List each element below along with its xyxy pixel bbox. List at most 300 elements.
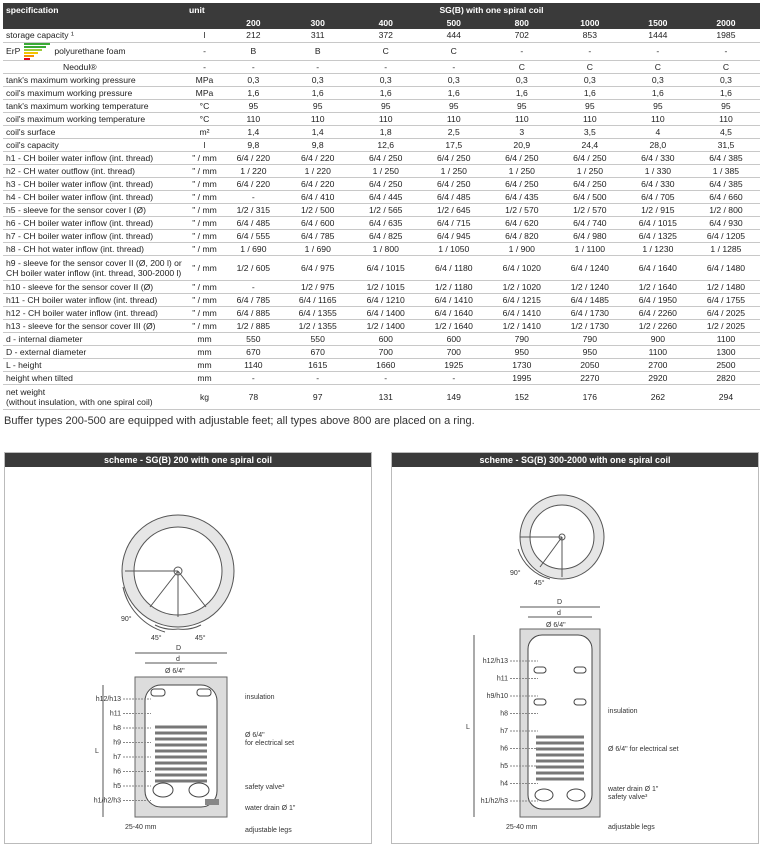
row-value: 1,4 <box>284 125 352 138</box>
row-value: 6/4 / 1410 <box>488 306 556 319</box>
table-row <box>3 29 760 42</box>
table-row <box>3 242 760 255</box>
row-value: 1/2 / 885 <box>223 319 284 332</box>
row-unit: m² <box>186 125 223 138</box>
row-value: 6/4 / 330 <box>624 177 692 190</box>
row-value: 9,8 <box>223 138 284 151</box>
row-value: 444 <box>420 29 488 42</box>
row-value: 1,6 <box>692 86 760 99</box>
row-value: 6/4 / 250 <box>420 151 488 164</box>
row-value: - <box>692 42 760 60</box>
row-value: 6/4 / 250 <box>556 177 624 190</box>
erp-label: ErP <box>6 46 21 56</box>
row-value: - <box>223 60 284 73</box>
row-value: 1/2 / 1410 <box>488 319 556 332</box>
row-unit: " / mm <box>186 319 223 332</box>
row-value: 1 / 385 <box>692 164 760 177</box>
row-value: 4 <box>624 125 692 138</box>
height-label: h9 <box>113 739 121 747</box>
row-value: - <box>223 190 284 203</box>
row-value: 31,5 <box>692 138 760 151</box>
row-value: 95 <box>284 99 352 112</box>
dim-d: d <box>176 656 180 663</box>
row-value: 1 / 1100 <box>556 242 624 255</box>
row-value: 110 <box>556 112 624 125</box>
row-value: 6/4 / 250 <box>420 177 488 190</box>
angle-90: 90° <box>121 616 132 623</box>
row-label: h7 - CH boiler water inflow (int. thread) <box>3 229 186 242</box>
row-unit: l <box>186 29 223 42</box>
row-value: 1/2 / 1020 <box>488 280 556 293</box>
row-value: 853 <box>556 29 624 42</box>
row-value: 28,0 <box>624 138 692 151</box>
row-label <box>3 255 186 280</box>
row-value: 110 <box>488 112 556 125</box>
row-value: 20,9 <box>488 138 556 151</box>
row-unit: - <box>186 42 223 60</box>
row-value: 6/4 / 1640 <box>624 255 692 280</box>
row-value: 1/2 / 1730 <box>556 319 624 332</box>
row-unit: " / mm <box>186 203 223 216</box>
row-label: coil's capacity <box>3 138 186 151</box>
row-value: 1995 <box>488 371 556 384</box>
table-row <box>3 371 760 384</box>
row-unit: " / mm <box>186 177 223 190</box>
row-value: 1/2 / 1240 <box>556 280 624 293</box>
row-value: 0,3 <box>420 73 488 86</box>
height-label: h4 <box>500 780 508 788</box>
height-label: h7 <box>113 754 121 761</box>
row-value: 110 <box>420 112 488 125</box>
row-value: 1,6 <box>284 86 352 99</box>
angle-45a: 45° <box>151 635 162 642</box>
row-value: 6/4 / 1950 <box>624 293 692 306</box>
row-value: 1/2 / 565 <box>352 203 420 216</box>
row-value: 700 <box>352 345 420 358</box>
row-value: 1,8 <box>352 125 420 138</box>
label-drain-right: water drain Ø 1" <box>608 786 659 793</box>
row-label: h13 - sleeve for the sensor cover III (Ø) <box>3 319 186 332</box>
row-unit: mm <box>186 371 223 384</box>
model-header: 200 <box>223 17 284 29</box>
row-value: 600 <box>352 332 420 345</box>
row-value: - <box>284 371 352 384</box>
row-label: height when tilted <box>3 371 186 384</box>
row-unit: °C <box>186 99 223 112</box>
row-value: 1300 <box>692 345 760 358</box>
row-value: 1 / 250 <box>420 164 488 177</box>
row-value: 1 / 1285 <box>692 242 760 255</box>
row-value: 97 <box>284 384 352 409</box>
label-elec-right: Ø 6/4" for electrical set <box>608 746 679 753</box>
row-value: 1925 <box>420 358 488 371</box>
row-value: 6/4 / 1485 <box>556 293 624 306</box>
height-label: h6 <box>500 745 508 753</box>
row-value: 550 <box>284 332 352 345</box>
row-value: 1730 <box>488 358 556 371</box>
row-value: 6/4 / 250 <box>556 151 624 164</box>
row-value: 6/4 / 220 <box>284 177 352 190</box>
row-value: 2500 <box>692 358 760 371</box>
row-label: h2 - CH water outflow (int. thread) <box>3 164 186 177</box>
row-label <box>3 42 186 60</box>
row-unit: kg <box>186 384 223 409</box>
row-value: 1 / 690 <box>223 242 284 255</box>
row-value: 6/4 / 930 <box>692 216 760 229</box>
row-value: 6/4 / 485 <box>420 190 488 203</box>
row-label-line1: net weight <box>6 386 46 397</box>
dim-d-right: d <box>557 610 561 617</box>
row-value: 6/4 / 660 <box>692 190 760 203</box>
row-value: 6/4 / 445 <box>352 190 420 203</box>
table-row <box>3 73 760 86</box>
height-label: h6 <box>113 768 121 776</box>
row-value: 550 <box>223 332 284 345</box>
row-unit: " / mm <box>186 164 223 177</box>
row-value: 6/4 / 705 <box>624 190 692 203</box>
row-value: 700 <box>420 345 488 358</box>
row-value: 6/4 / 250 <box>352 151 420 164</box>
row-value: 6/4 / 715 <box>420 216 488 229</box>
row-value: 1,6 <box>624 86 692 99</box>
row-value: 6/4 / 220 <box>284 151 352 164</box>
row-value: 1 / 250 <box>488 164 556 177</box>
row-unit: " / mm <box>186 229 223 242</box>
height-label: h12/h13 <box>482 658 508 665</box>
row-value: 1140 <box>223 358 284 371</box>
spec-body <box>3 29 760 409</box>
row-value: 790 <box>488 332 556 345</box>
row-value: 110 <box>692 112 760 125</box>
dim-D-right: D <box>557 599 563 606</box>
row-value: 6/4 / 980 <box>556 229 624 242</box>
row-value: 1660 <box>352 358 420 371</box>
row-value: 3 <box>488 125 556 138</box>
row-value: 6/4 / 785 <box>284 229 352 242</box>
row-value: 311 <box>284 29 352 42</box>
row-value: 6/4 / 2025 <box>692 306 760 319</box>
model-header: 400 <box>352 17 420 29</box>
row-value: 1/2 / 915 <box>624 203 692 216</box>
row-value: 0,3 <box>284 73 352 86</box>
row-label: d - internal diameter <box>3 332 186 345</box>
row-label: coil's maximum working pressure <box>3 86 186 99</box>
row-value: 1 / 250 <box>352 164 420 177</box>
row-value: 95 <box>624 99 692 112</box>
label-drain: water drain Ø 1" <box>245 805 296 812</box>
row-value: 3,5 <box>556 125 624 138</box>
table-row <box>3 42 760 60</box>
row-value: 110 <box>624 112 692 125</box>
row-value: C <box>692 60 760 73</box>
row-value: B <box>223 42 284 60</box>
row-value: 1/2 / 570 <box>556 203 624 216</box>
table-row <box>3 125 760 138</box>
row-value: 1 / 1230 <box>624 242 692 255</box>
row-unit: " / mm <box>186 293 223 306</box>
row-value: 262 <box>624 384 692 409</box>
row-value: 6/4 / 1640 <box>420 306 488 319</box>
row-label-line2: (without insulation, with one spiral coil) <box>6 396 153 407</box>
row-value: 1/2 / 605 <box>223 255 284 280</box>
row-value: 1/2 / 500 <box>284 203 352 216</box>
row-value: 6/4 / 220 <box>223 151 284 164</box>
row-value: 1/2 / 2025 <box>692 319 760 332</box>
row-value: - <box>556 42 624 60</box>
row-value: 1,6 <box>223 86 284 99</box>
row-value: - <box>488 42 556 60</box>
row-value: C <box>420 42 488 60</box>
row-value: 131 <box>352 384 420 409</box>
label-elec1: Ø 6/4" <box>245 732 265 739</box>
height-label: h11 <box>109 710 121 718</box>
model-header-row <box>3 17 760 29</box>
row-value: 6/4 / 485 <box>223 216 284 229</box>
table-row <box>3 280 760 293</box>
table-row <box>3 319 760 332</box>
row-value: 1/2 / 570 <box>488 203 556 216</box>
row-value: 1985 <box>692 29 760 42</box>
row-value: 1/2 / 645 <box>420 203 488 216</box>
row-value: 78 <box>223 384 284 409</box>
label-insulation-right: insulation <box>608 708 638 715</box>
row-value: 1/2 / 800 <box>692 203 760 216</box>
row-value: C <box>352 42 420 60</box>
model-header: 2000 <box>692 17 760 29</box>
table-row <box>3 255 760 280</box>
row-value: 0,3 <box>556 73 624 86</box>
row-unit: l <box>186 138 223 151</box>
row-value: 95 <box>488 99 556 112</box>
row-label: h5 - sleeve for the sensor cover I (Ø) <box>3 203 186 216</box>
label-feet: 25-40 mm <box>125 824 157 831</box>
row-unit: " / mm <box>186 306 223 319</box>
row-label: coil's maximum working temperature <box>3 112 186 125</box>
row-value: 1 / 800 <box>352 242 420 255</box>
row-value: 950 <box>556 345 624 358</box>
row-value: 1/2 / 1355 <box>284 319 352 332</box>
table-row <box>3 86 760 99</box>
row-value: 6/4 / 1180 <box>420 255 488 280</box>
row-value: 6/4 / 250 <box>488 151 556 164</box>
row-label: D - external diameter <box>3 345 186 358</box>
height-label: h8 <box>113 725 121 732</box>
row-value: 95 <box>352 99 420 112</box>
label-elec2: for electrical set <box>245 740 295 747</box>
scheme-right-title: scheme - SG(B) 300-2000 with one spiral coil <box>392 453 758 467</box>
table-row <box>3 293 760 306</box>
row-value: - <box>624 42 692 60</box>
row-value: 1 / 220 <box>223 164 284 177</box>
row-value: 0,3 <box>488 73 556 86</box>
row-value: 6/4 / 1400 <box>352 306 420 319</box>
height-label: h11 <box>496 675 508 683</box>
row-value: 2920 <box>624 371 692 384</box>
row-value: 1 / 1050 <box>420 242 488 255</box>
row-value: 670 <box>223 345 284 358</box>
row-value: 17,5 <box>420 138 488 151</box>
row-value: 6/4 / 1240 <box>556 255 624 280</box>
row-value: - <box>284 60 352 73</box>
row-value: 6/4 / 385 <box>692 177 760 190</box>
row-value: 6/4 / 500 <box>556 190 624 203</box>
row-unit: " / mm <box>186 280 223 293</box>
row-label: h8 - CH hot water inflow (int. thread) <box>3 242 186 255</box>
row-value: 1 / 330 <box>624 164 692 177</box>
angle-45b: 45° <box>195 635 206 642</box>
row-label <box>3 384 186 409</box>
row-value: 6/4 / 820 <box>488 229 556 242</box>
table-row <box>3 151 760 164</box>
row-value: 900 <box>624 332 692 345</box>
row-label: Neodul® <box>3 60 186 73</box>
row-value: 1 / 900 <box>488 242 556 255</box>
row-value: 95 <box>223 99 284 112</box>
row-value: 6/4 / 1480 <box>692 255 760 280</box>
angle-45-right: 45° <box>534 580 545 587</box>
row-label: tank's maximum working pressure <box>3 73 186 86</box>
height-label: h12/h13 <box>95 696 121 703</box>
row-value: 790 <box>556 332 624 345</box>
table-row <box>3 60 760 73</box>
row-unit: mm <box>186 358 223 371</box>
dim-L: L <box>95 748 99 755</box>
scheme-left-title: scheme - SG(B) 200 with one spiral coil <box>5 453 371 467</box>
scheme-right-drawing <box>392 467 758 843</box>
height-label: h7 <box>500 728 508 735</box>
height-label: h9/h10 <box>486 693 508 700</box>
row-value: 1/2 / 315 <box>223 203 284 216</box>
row-value: 9,8 <box>284 138 352 151</box>
row-value: 294 <box>692 384 760 409</box>
row-value: 6/4 / 1325 <box>624 229 692 242</box>
row-value: 950 <box>488 345 556 358</box>
row-value: 176 <box>556 384 624 409</box>
row-value: 0,3 <box>692 73 760 86</box>
table-row <box>3 229 760 242</box>
row-label: h11 - CH boiler water inflow (int. thread) <box>3 293 186 306</box>
height-label: h8 <box>500 710 508 718</box>
model-header: 500 <box>420 17 488 29</box>
row-value: 6/4 / 220 <box>223 177 284 190</box>
row-unit: " / mm <box>186 151 223 164</box>
row-value: 2270 <box>556 371 624 384</box>
row-value: 6/4 / 1165 <box>284 293 352 306</box>
row-label: h1 - CH boiler water inflow (int. thread) <box>3 151 186 164</box>
row-label: L - height <box>3 358 186 371</box>
dim-L-right: L <box>466 724 470 731</box>
height-label: h5 <box>500 763 508 770</box>
row-value: 600 <box>420 332 488 345</box>
row-label-line2: CH boiler water inflow (int. thread, 300-2000 l) <box>6 267 182 278</box>
row-label-text: polyurethane foam <box>54 46 126 56</box>
row-value: B <box>284 42 352 60</box>
height-label: h1/h2/h3 <box>480 798 508 805</box>
row-value: 6/4 / 250 <box>352 177 420 190</box>
header-group: SG(B) with one spiral coil <box>223 3 760 17</box>
row-label: h4 - CH boiler water inflow (int. thread) <box>3 190 186 203</box>
row-value: 6/4 / 1730 <box>556 306 624 319</box>
label-safety: safety valve³ <box>245 784 285 791</box>
row-value: 95 <box>420 99 488 112</box>
table-row <box>3 358 760 371</box>
row-unit: mm <box>186 345 223 358</box>
table-row <box>3 164 760 177</box>
row-value: 6/4 / 635 <box>352 216 420 229</box>
row-value: 6/4 / 385 <box>692 151 760 164</box>
row-unit: mm <box>186 332 223 345</box>
label-safety-right: safety valve³ <box>608 794 648 801</box>
row-value: 6/4 / 740 <box>556 216 624 229</box>
erp-energy-icon <box>24 43 50 60</box>
row-value: 6/4 / 1015 <box>624 216 692 229</box>
row-value: 152 <box>488 384 556 409</box>
dim-D: D <box>176 645 182 652</box>
row-value: 0,3 <box>352 73 420 86</box>
row-unit: " / mm <box>186 190 223 203</box>
row-value: 1 / 690 <box>284 242 352 255</box>
row-value: 6/4 / 1020 <box>488 255 556 280</box>
row-value: 1/2 / 1400 <box>352 319 420 332</box>
row-value: 95 <box>556 99 624 112</box>
row-value: 1 / 250 <box>556 164 624 177</box>
row-unit: °C <box>186 112 223 125</box>
row-unit: MPa <box>186 86 223 99</box>
row-value: 2700 <box>624 358 692 371</box>
scheme-right-panel <box>391 452 759 844</box>
table-row <box>3 99 760 112</box>
row-label: h10 - sleeve for the sensor cover II (Ø) <box>3 280 186 293</box>
table-row <box>3 384 760 409</box>
table-row <box>3 332 760 345</box>
row-value: 1/2 / 1015 <box>352 280 420 293</box>
row-value: - <box>420 371 488 384</box>
row-value: 24,4 <box>556 138 624 151</box>
row-value: 1 / 220 <box>284 164 352 177</box>
row-value: - <box>223 371 284 384</box>
scheme-left-drawing <box>5 467 371 843</box>
header-unit: unit <box>186 3 223 17</box>
row-value: 0,3 <box>223 73 284 86</box>
label-legs: adjustable legs <box>245 827 292 834</box>
row-value: 6/4 / 885 <box>223 306 284 319</box>
row-value: 0,3 <box>624 73 692 86</box>
row-value: 6/4 / 555 <box>223 229 284 242</box>
row-value: - <box>420 60 488 73</box>
row-value: 6/4 / 975 <box>284 255 352 280</box>
row-value: 2,5 <box>420 125 488 138</box>
table-row <box>3 345 760 358</box>
row-unit: " / mm <box>186 255 223 280</box>
row-value: 110 <box>223 112 284 125</box>
table-row <box>3 216 760 229</box>
row-value: 1615 <box>284 358 352 371</box>
row-label: h3 - CH boiler water inflow (int. thread) <box>3 177 186 190</box>
row-label: h12 - CH boiler water inflow (int. thread) <box>3 306 186 319</box>
label-legs-right: adjustable legs <box>608 824 655 831</box>
pipe-top: Ø 6/4" <box>165 668 185 675</box>
row-unit: - <box>186 60 223 73</box>
table-row <box>3 190 760 203</box>
row-value: 6/4 / 1355 <box>284 306 352 319</box>
row-value: C <box>488 60 556 73</box>
height-label: h1/h2/h3 <box>93 797 121 805</box>
row-value: - <box>352 60 420 73</box>
row-label: tank's maximum working temperature <box>3 99 186 112</box>
row-value: 6/4 / 785 <box>223 293 284 306</box>
row-value: C <box>556 60 624 73</box>
row-label: storage capacity ¹ <box>3 29 186 42</box>
